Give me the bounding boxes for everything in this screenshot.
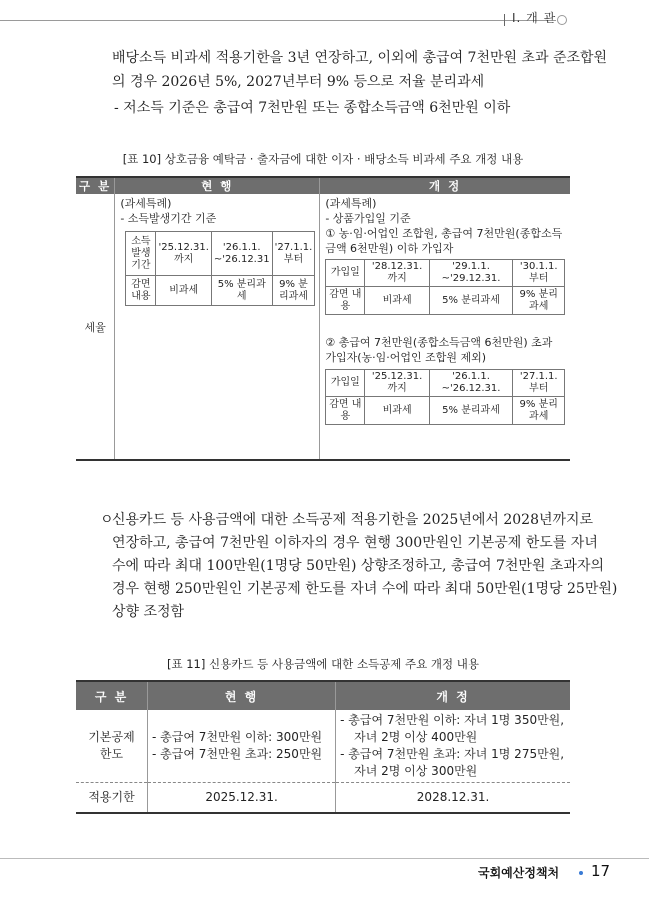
current-title: (과세특례) <box>120 197 172 210</box>
revised-grid1-cell: '28.12.31.까지 <box>365 260 430 287</box>
table11-caption: [표 11] 신용카드 등 사용금액에 대한 소득공제 주요 개정 내용 <box>166 657 479 671</box>
revised-grid1-cell: '30.1.1.부터 <box>513 260 565 287</box>
current-grid-cell: 비과세 <box>156 276 211 306</box>
revised-grid2-cell: '27.1.1.부터 <box>513 370 565 397</box>
bullet-mark: ㅇ <box>100 512 114 528</box>
current-grid <box>125 231 315 306</box>
body2-line-2: 연장하고, 총급여 7천만원 이하자의 경우 현행 300만원인 기본공제 한도를 자녀 <box>112 535 598 551</box>
current-grid-cell: '26.1.1. ~'26.12.31 <box>211 232 272 276</box>
revised-grid-2 <box>325 369 565 425</box>
revised-item-2: ② 총급여 7천만원(종합소득금액 6천만원) 초과 가입자(농·임·어업인 조합원 제외) <box>325 336 553 364</box>
revised-grid2-cell: 5% 분리과세 <box>429 397 512 425</box>
revised-grid2-row1-label: 가입일 <box>326 370 365 397</box>
table11-row-label: 적용기한 <box>76 783 148 813</box>
table11-current-date: 2025.12.31. <box>148 783 336 813</box>
intro-line-2: 의 경우 2026년 5%, 2027년부터 9% 등으로 저율 분리과세 <box>112 74 485 90</box>
table11-current-line: - 총급여 7천만원 이하: 300만원 <box>152 730 323 744</box>
revised-grid1-cell: '29.1.1. ~'29.12.31. <box>429 260 512 287</box>
section-title: Ⅰ. 개 관 <box>512 11 557 25</box>
table10 <box>76 176 570 461</box>
table11-revised-line: 자녀 2명 이상 300만원 <box>354 764 478 778</box>
revised-grid1-row1-label: 가입일 <box>326 260 365 287</box>
current-grid-cell: '25.12.31. 까지 <box>156 232 211 276</box>
current-grid-row1-label: 소득 발생 기간 <box>126 232 156 276</box>
table11-header-category: 구 분 <box>76 681 148 710</box>
revised-grid2-cell: 비과세 <box>365 397 430 425</box>
revised-grid1-cell: 9% 분리과세 <box>513 287 565 315</box>
revised-grid1-cell: 5% 분리과세 <box>429 287 512 315</box>
body2-line-1: 신용카드 등 사용금액에 대한 소득공제 적용기한을 2025년에서 2028년까지로 <box>112 512 594 528</box>
table11-current-cell <box>148 710 336 783</box>
revised-grid2-row2-label: 감면 내용 <box>326 397 365 425</box>
body2-line-3: 수에 따라 최대 100만원(1명당 50만원) 상향조정하고, 총급여 7천만원 초과자의 <box>112 558 604 574</box>
body2-line-4: 경우 현행 250만원인 기본공제 한도를 자녀 수에 따라 최대 50만원(1명당 25만원) <box>112 581 618 597</box>
revised-grid1-cell: 비과세 <box>365 287 430 315</box>
revised-grid2-cell: 9% 분리과세 <box>513 397 565 425</box>
table11-header-revised: 개 정 <box>336 681 570 710</box>
revised-grid-1 <box>325 259 565 315</box>
current-subtitle: - 소득발생기간 기준 <box>120 212 217 225</box>
current-grid-cell: 5% 분리과세 <box>211 276 272 306</box>
current-grid-row2-label: 감면 내용 <box>126 276 156 306</box>
body2-line-5: 상향 조정함 <box>112 604 185 620</box>
header-tick <box>504 14 505 26</box>
revised-grid2-cell: '26.1.1. ~'26.12.31. <box>429 370 512 397</box>
current-grid-cell: 9% 분리과세 <box>272 276 315 306</box>
table10-header-category: 구 분 <box>76 177 115 194</box>
revised-grid2-cell: '25.12.31.까지 <box>365 370 430 397</box>
revised-title: (과세특례) <box>325 197 377 210</box>
table11-row-label: 기본공제 한도 <box>76 710 148 783</box>
table10-row-label: 세율 <box>76 194 115 460</box>
table11-revised-date: 2028.12.31. <box>336 783 570 813</box>
table10-current-cell <box>115 194 320 460</box>
table11 <box>76 680 570 814</box>
header-rule <box>0 20 556 21</box>
table11-current-line: - 총급여 7천만원 초과: 250만원 <box>152 747 323 761</box>
table11-revised-line: 자녀 2명 이상 400만원 <box>354 730 478 744</box>
table10-revised-cell <box>320 194 570 460</box>
intro-line-3: - 저소득 기준은 총급여 7천만원 또는 종합소득금액 6천만원 이하 <box>114 100 511 116</box>
table10-header-current: 현 행 <box>115 177 320 194</box>
page-number: 17 <box>591 862 611 880</box>
footer-brand: 국회예산정책처 <box>478 866 560 880</box>
intro-line-1: 배당소득 비과세 적용기한을 3년 연장하고, 이외에 총급여 7천만원 초과 준조합원 <box>112 50 608 66</box>
header-circle-icon <box>557 15 567 25</box>
footer-rule <box>0 858 649 859</box>
table11-revised-cell <box>336 710 570 783</box>
table10-caption: [표 10] 상호금융 예탁금 · 출자금에 대한 이자 · 배당소득 비과세 주요 개정 내용 <box>122 152 524 166</box>
table11-revised-line: - 총급여 7천만원 초과: 자녀 1명 275만원, <box>340 747 565 761</box>
table11-header-current: 현 행 <box>148 681 336 710</box>
table10-header-revised: 개 정 <box>320 177 570 194</box>
revised-subtitle: - 상품가입일 기준 <box>325 212 411 225</box>
revised-item-1: ① 농·임·어업인 조합원, 총급여 7천만원(종합소득금액 6천만원) 이하 가입자 <box>325 227 563 255</box>
current-grid-cell: '27.1.1. 부터 <box>272 232 315 276</box>
revised-grid1-row2-label: 감면 내용 <box>326 287 365 315</box>
footer-dot-icon <box>579 871 583 875</box>
table11-revised-line: - 총급여 7천만원 이하: 자녀 1명 350만원, <box>340 713 565 727</box>
